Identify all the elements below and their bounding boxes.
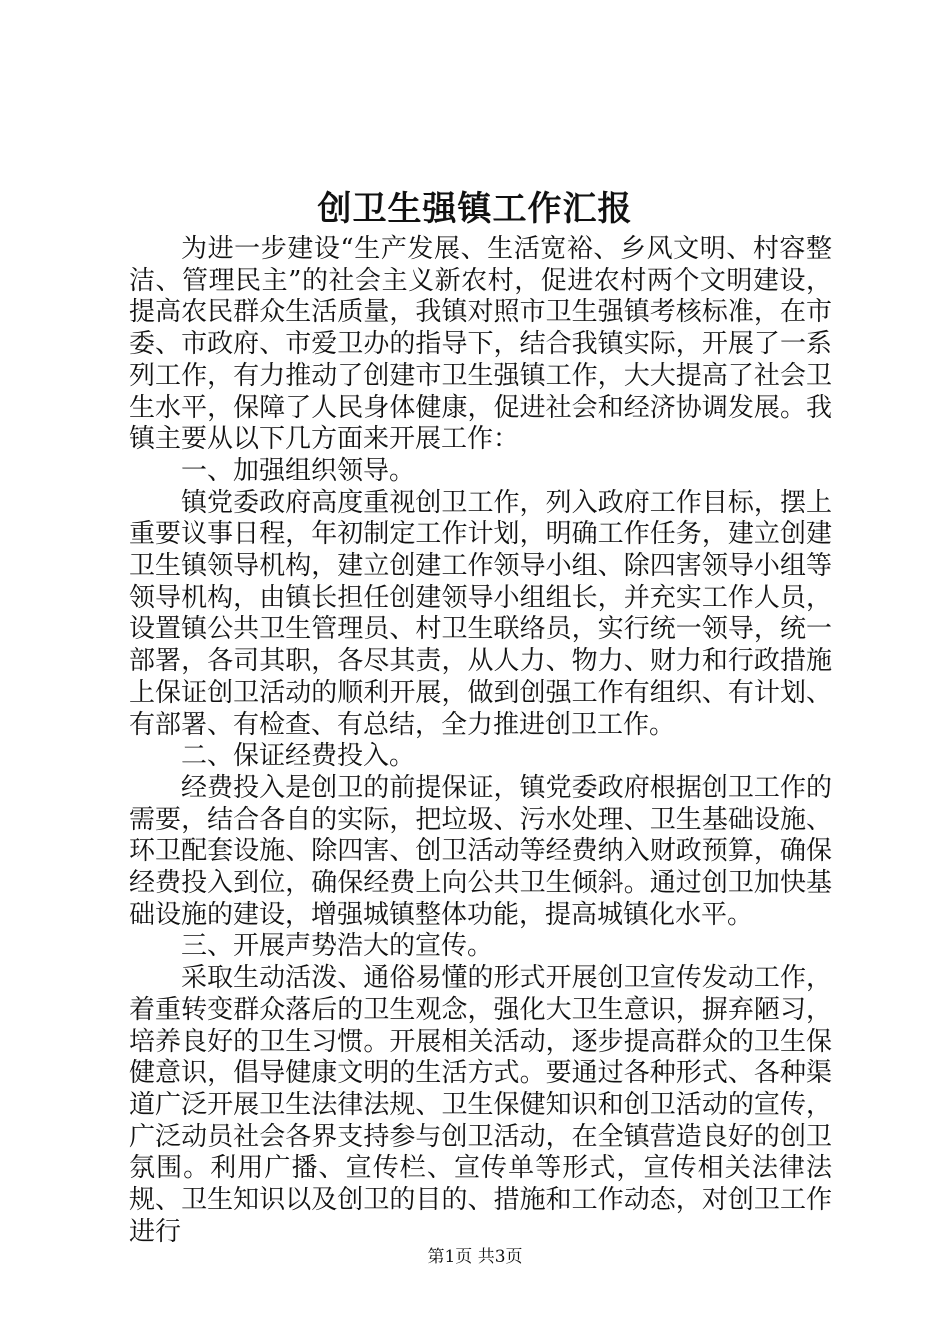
page-number-footer: 第1页 共3页 [427, 1247, 523, 1267]
section-heading-2: 二、保证经费投入。 [181, 741, 416, 772]
document-title: 创卫生强镇工作汇报 [317, 189, 633, 229]
paragraph-section-1: 镇党委政府高度重视创卫工作，列入政府工作目标，摆上重要议事日程，年初制定工作计划，明确工作任务，建立创建卫生镇领导机构，建立创建工作领导小组、除四害领导小组等领导机构，由镇长担任创建领导小组组长，并充实工作人员，设置镇公共卫生管理员、村卫生联络员，实行统一领导，统一部署，各司其职，各尽其责，从人力、物力、财力和行政措施上保证创卫活动的顺利开展，做到创强工作有组织、有计划、有部署、有检查、有总结，全力推进创卫工作。 [129, 487, 832, 740]
section-heading-3: 三、开展声势浩大的宣传。 [181, 931, 494, 962]
paragraph-section-2: 经费投入是创卫的前提保证，镇党委政府根据创卫工作的需要，结合各自的实际，把垃圾、污水处理、卫生基础设施、环卫配套设施、除四害、创卫活动等经费纳入财政预算，确保经费投入到位，确保经费上向公共卫生倾斜。通过创卫加快基础设施的建设，增强城镇整体功能，提高城镇化水平。 [129, 772, 832, 930]
paragraph-section-3: 采取生动活泼、通俗易懂的形式开展创卫宣传发动工作，着重转变群众落后的卫生观念，强化大卫生意识，摒弃陋习，培养良好的卫生习惯。开展相关活动，逐步提高群众的卫生保健意识，倡导健康文明的生活方式。要通过各种形式、各种渠道广泛开展卫生法律法规、卫生保健知识和创卫活动的宣传，广泛动员社会各界支持参与创卫活动，在全镇营造良好的创卫氛围。利用广播、宣传栏、宣传单等形式，宣传相关法律法规、卫生知识以及创卫的目的、措施和工作动态，对创卫工作进行 [129, 963, 832, 1247]
paragraph-intro: 为进一步建设“生产发展、生活宽裕、乡风文明、村容整洁、管理民主”的社会主义新农村，促进农村两个文明建设，提高农民群众生活质量，我镇对照市卫生强镇考核标准，在市委、市政府、市爱卫办的指导下，结合我镇实际，开展了一系列工作，有力推动了创建市卫生强镇工作，大大提高了社会卫生水平，保障了人民身体健康，促进社会和经济协调发展。我镇主要从以下几方面来开展工作： [129, 234, 832, 455]
section-heading-1: 一、加强组织领导。 [181, 455, 416, 486]
document-body [129, 234, 832, 1249]
